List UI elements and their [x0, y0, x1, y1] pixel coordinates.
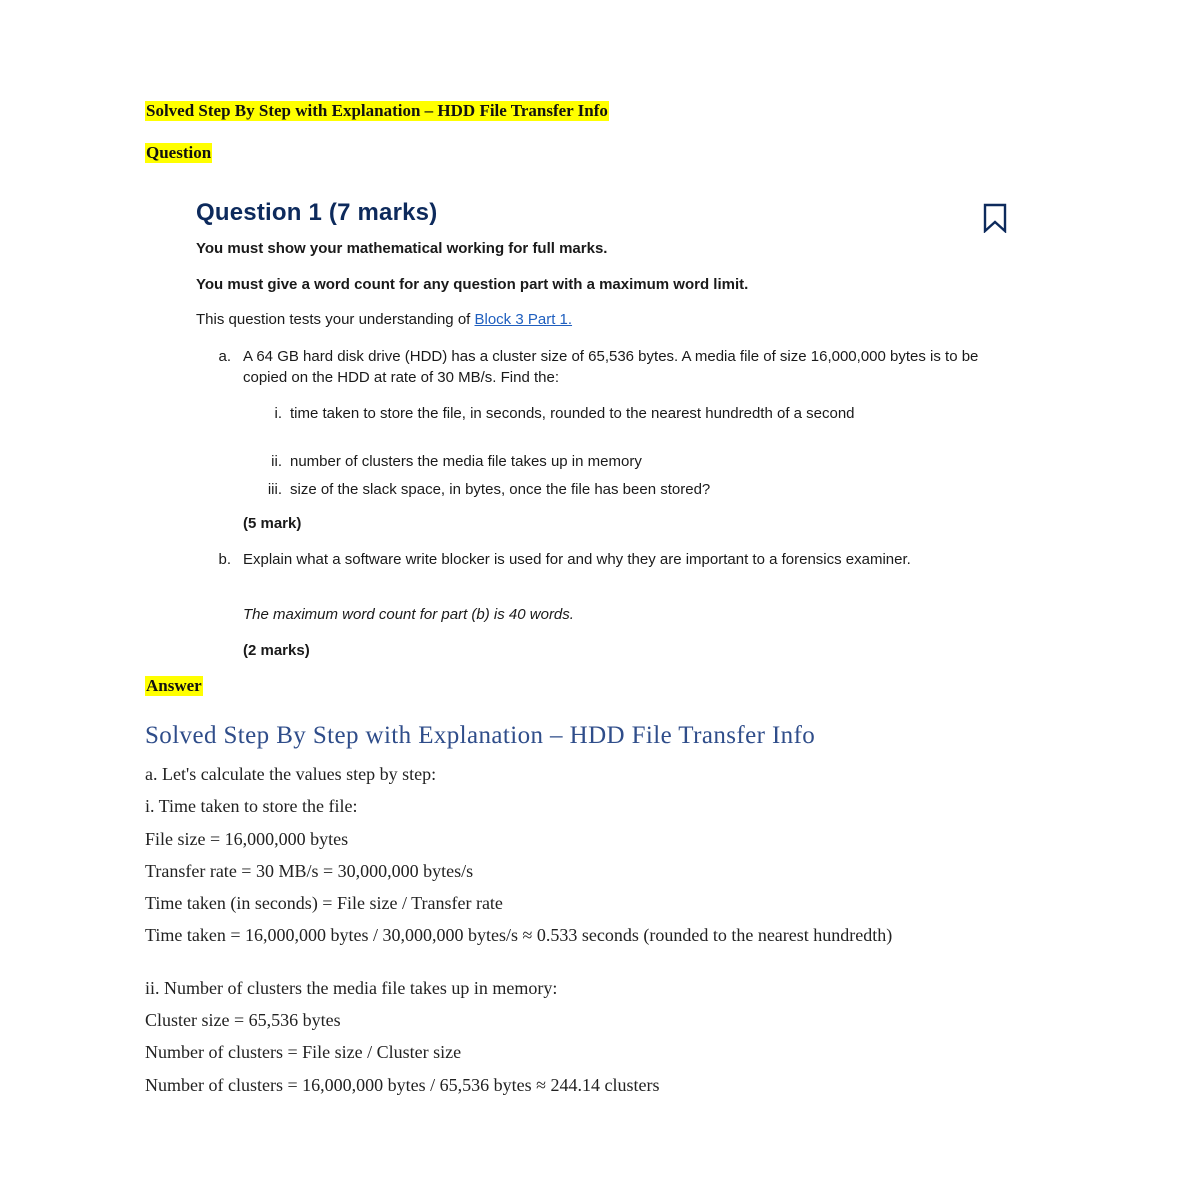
instruction-word-count: You must give a word count for any question part with a maximum word limit. — [196, 276, 749, 293]
subpart-ii-marker: ii. — [271, 453, 282, 470]
question-label: Question — [146, 143, 212, 162]
answer-line: Number of clusters = 16,000,000 bytes / 65,536 bytes ≈ 244.14 clusters — [145, 1075, 660, 1095]
answer-line: File size = 16,000,000 bytes — [145, 829, 349, 849]
subpart-ii-text: number of clusters the media file takes up in memory — [290, 453, 642, 470]
answer-line: a. Let's calculate the values step by step: — [145, 764, 437, 784]
answer-title: Solved Step By Step with Explanation – HDD File Transfer Info — [145, 722, 816, 749]
part-a-text: A 64 GB hard disk drive (HDD) has a cluster size of 65,536 bytes. A media file of size 16,000,000 bytes is to be copied on the HDD at rate of 30 MB/s. Find the: — [243, 348, 979, 386]
answer-line: Cluster size = 65,536 bytes — [145, 1010, 341, 1030]
part-b-marks: (2 marks) — [243, 642, 310, 659]
document-title: Solved Step By Step with Explanation – HDD File Transfer Info — [146, 101, 608, 120]
block-link[interactable]: Block 3 Part 1. — [474, 311, 573, 328]
answer-label: Answer — [146, 676, 202, 695]
part-b-max-words: The maximum word count for part (b) is 40 words. — [243, 606, 574, 623]
part-b-text: Explain what a software write blocker is used for and why they are important to a forensics examiner. — [243, 551, 911, 568]
part-b-marker: b. — [218, 551, 231, 568]
subpart-i-marker: i. — [274, 405, 282, 422]
tests-understanding — [196, 311, 572, 328]
instruction-working: You must show your mathematical working for full marks. — [196, 240, 608, 257]
subpart-iii-marker: iii. — [267, 481, 282, 498]
subpart-i-text: time taken to store the file, in seconds, rounded to the nearest hundredth of a second — [290, 405, 855, 422]
part-a-marks: (5 mark) — [243, 515, 302, 532]
answer-line: Time taken = 16,000,000 bytes / 30,000,000 bytes/s ≈ 0.533 seconds (rounded to the nearest hundredth) — [145, 925, 893, 945]
question-card — [196, 195, 1016, 659]
answer-line: i. Time taken to store the file: — [145, 796, 358, 816]
subpart-iii-text: size of the slack space, in bytes, once the file has been stored? — [290, 481, 711, 498]
answer-line: Number of clusters = File size / Cluster size — [145, 1042, 462, 1062]
part-a-marker: a. — [218, 348, 231, 365]
tests-prefix: This question tests your understanding of — [196, 311, 475, 328]
question-heading: Question 1 (7 marks) — [196, 199, 438, 226]
answer-line: Transfer rate = 30 MB/s = 30,000,000 bytes/s — [145, 861, 474, 881]
answer-line: ii. Number of clusters the media file takes up in memory: — [145, 978, 558, 998]
answer-line: Time taken (in seconds) = File size / Transfer rate — [145, 893, 503, 913]
bookmark-icon[interactable] — [982, 203, 1008, 233]
